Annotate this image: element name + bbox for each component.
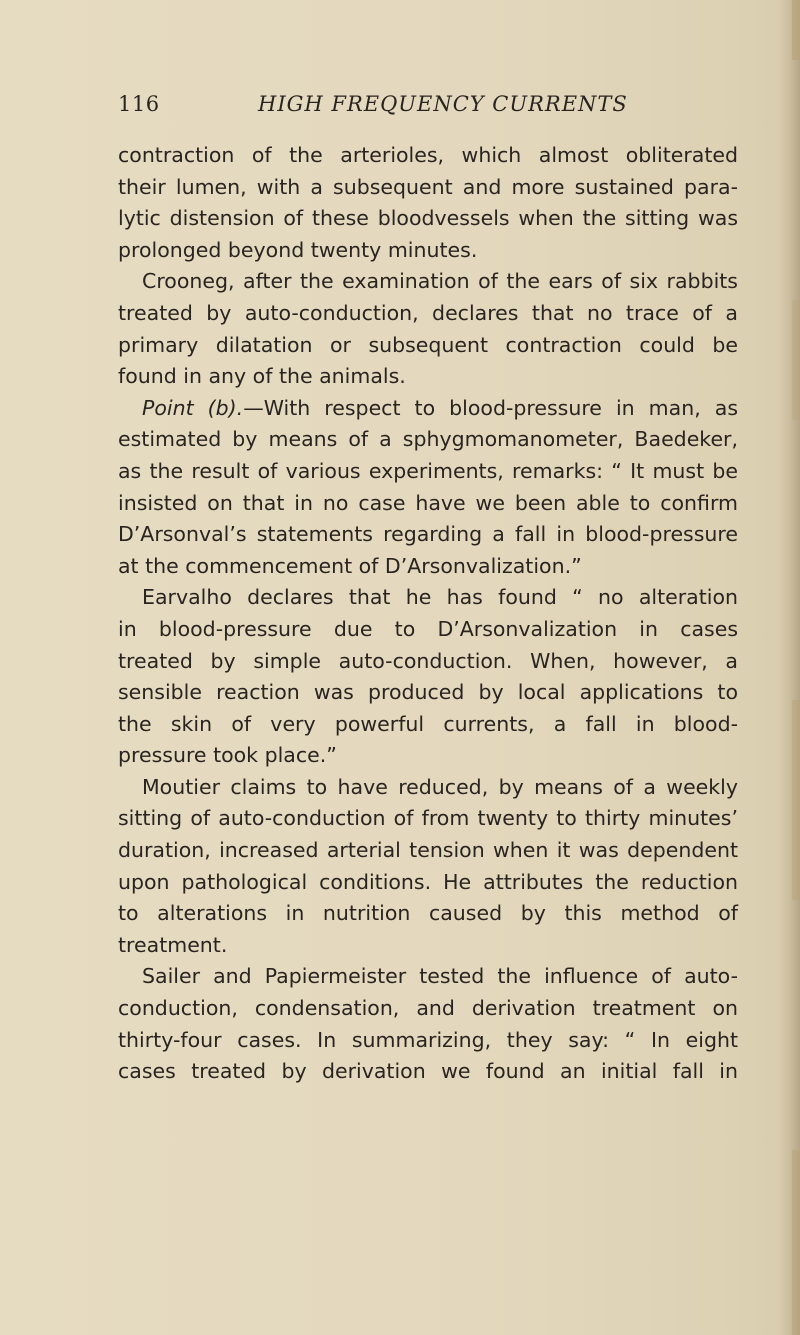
text-line: thirty-four cases. In summarizing, they say: “ In eight <box>118 1027 738 1052</box>
text-line: Moutier claims to have reduced, by means of a weekly <box>142 774 738 799</box>
text-line: Crooneg, after the examination of the ears of six rabbits <box>142 269 738 294</box>
page-edge-stain <box>792 0 800 60</box>
text-line: prolonged beyond twenty minutes. <box>118 237 478 262</box>
page-edge-stain <box>792 700 800 900</box>
text-line <box>118 393 738 425</box>
text-line: upon pathological conditions. He attributes the reduction <box>118 869 738 894</box>
text-line: to alterations in nutrition caused by this method of <box>118 901 738 926</box>
text-line: found in any of the animals. <box>118 364 406 389</box>
text-line: estimated by means of a sphygmomanometer, Baedeker, <box>118 427 738 452</box>
text-line: treated by auto-conduction, declares that no trace of a <box>118 300 738 325</box>
text-line-rest: —With respect to blood-pressure in man, as <box>243 395 738 420</box>
paragraph <box>118 582 738 772</box>
text-line: the skin of very powerful currents, a fall in blood- <box>118 711 738 736</box>
text-line: at the commencement of D’Arsonvalization.” <box>118 553 582 578</box>
page-edge-shadow <box>778 0 800 1335</box>
paragraph <box>118 393 738 583</box>
body-text <box>118 140 738 1088</box>
text-line: contraction of the arterioles, which almost obliterated <box>118 143 738 167</box>
running-title: HIGH FREQUENCY CURRENTS <box>258 92 628 116</box>
text-line: insisted on that in no case have we been able to confirm <box>118 490 738 515</box>
text-line: cases treated by derivation we found an initial fall in <box>118 1059 738 1084</box>
paragraph <box>118 961 738 1087</box>
text-line: lytic distension of these bloodvessels when the sitting was <box>118 206 738 231</box>
text-line: in blood-pressure due to D’Arsonvalization in cases <box>118 616 738 641</box>
page-edge-stain <box>792 300 800 420</box>
point-label: Point (b). <box>142 395 244 420</box>
text-line: sensible reaction was produced by local applications to <box>118 680 738 705</box>
paragraph <box>118 772 738 962</box>
text-line: treated by simple auto-conduction. When, however, a <box>118 648 738 673</box>
text-line: primary dilatation or subsequent contraction could be <box>118 332 738 357</box>
paragraph <box>118 266 738 392</box>
text-line: duration, increased arterial tension when it was dependent <box>118 838 738 863</box>
page-number: 116 <box>118 92 160 116</box>
text-line: pressure took place.” <box>118 743 337 768</box>
text-line: Sailer and Papiermeister tested the influence of auto- <box>142 964 738 989</box>
paragraph <box>118 140 738 266</box>
text-line: D’Arsonval’s statements regarding a fall in blood-pressure <box>118 522 738 547</box>
running-head <box>118 92 738 122</box>
text-line: conduction, condensation, and derivation treatment on <box>118 996 738 1021</box>
text-line: Earvalho declares that he has found “ no alteration <box>142 585 738 610</box>
text-line: sitting of auto-conduction of from twenty to thirty minutes’ <box>118 806 738 831</box>
page-edge-stain <box>792 1150 800 1335</box>
text-line: treatment. <box>118 932 228 957</box>
text-line: their lumen, with a subsequent and more sustained para- <box>118 174 738 199</box>
text-line: as the result of various experiments, remarks: “ It must be <box>118 458 738 483</box>
